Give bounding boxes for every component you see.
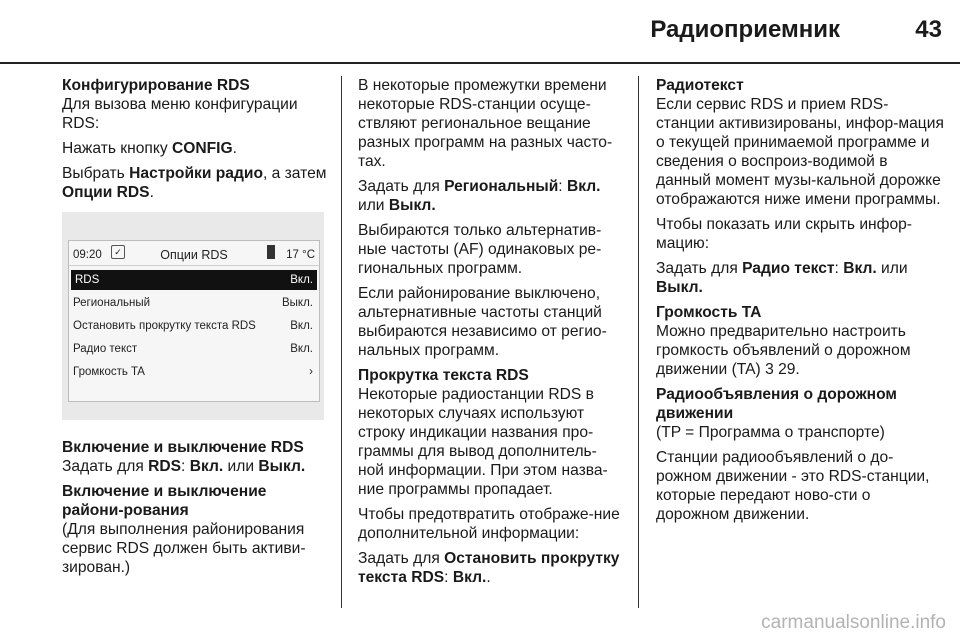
paragraph: Выбираются только альтернатив-ные частоты (AF) одинаковых ре-гиональных программ. [358,222,602,277]
paragraph: Нажать кнопку CONFIG. [62,140,237,157]
screen-clock: 09:20 [73,249,102,261]
paragraph: Для вызова меню конфигурации RDS: [62,96,298,132]
column-2 [358,76,622,593]
check-icon: ✓ [111,245,125,259]
section-heading: Радиотекст [656,77,744,94]
menu-item-radio-text[interactable]: Радио текст Вкл. [73,343,313,355]
menu-item-ta-volume[interactable]: Громкость TA › [69,361,319,384]
paragraph: Можно предварительно настроить громкость объявлений о дорожном движении (TA) 3 29. [656,323,911,378]
paragraph: Чтобы показать или скрыть инфор-мацию: [656,216,913,252]
chevron-right-icon: › [309,366,313,378]
column-divider [638,76,639,608]
menu-item-regional[interactable]: Региональный Выкл. [73,297,313,309]
screen-title: Опции RDS [160,248,228,262]
column-divider [341,76,342,608]
section-heading: Конфигурирование RDS [62,77,250,94]
paragraph: Станции радиообъявлений о до-рожном движении - это RDS-станции, которые передают ново-сти о дорожном движении. [656,449,930,523]
column-1 [62,76,330,583]
menu-item-rds[interactable]: RDS Вкл. [71,270,317,290]
section-heading: Прокрутка текста RDS [358,367,529,384]
paragraph: Задать для Региональный: Вкл. или Выкл. [358,178,601,214]
screen-temperature: 17 °C [286,249,315,261]
paragraph: Чтобы предотвратить отображе-ние дополнительной информации: [358,506,620,542]
page-number: 43 [915,16,942,43]
paragraph: Если сервис RDS и прием RDS-станции активизированы, инфор-мация о текущей принимаемой программе и сведения о воспроиз-водимой в данный момент музы-кальной дорожке отображаются ниже имени программы. [656,96,944,208]
paragraph: (TP = Программа о транспорте) [656,424,885,441]
menu-item-stop-scroll[interactable]: Остановить прокрутку текста RDS Вкл. [73,320,313,332]
section-heading: Включение и выключение райони-рования [62,483,267,519]
screen-status-bar [69,241,319,266]
paragraph: Если районирование выключено, альтернативные частоты станций выбираются независимо от регио-нальных программ. [358,285,607,359]
column-3 [656,76,946,530]
paragraph: Задать для Радио текст: Вкл. или Выкл. [656,260,908,296]
paragraph: Задать для RDS: Вкл. или Выкл. [62,458,306,475]
watermark: carmanualsonline.info [761,612,946,633]
paragraph: Задать для Остановить прокрутку текста RDS: Вкл.. [358,550,620,586]
display-screenshot [62,212,324,420]
page-title: Радиоприемник [650,16,840,43]
paragraph: (Для выполнения районирования сервис RDS должен быть активи-зирован.) [62,521,306,576]
paragraph: Некоторые радиостанции RDS в некоторых случаях используют строку индикации названия про-граммы для вывод дополнитель-ной информации. При этом назва-ние программы пропадает. [358,386,608,498]
page-ref-arrow-icon: 3 [765,361,774,378]
battery-icon [267,245,275,259]
section-heading: Громкость TA [656,304,762,321]
section-heading: Включение и выключение RDS [62,439,304,456]
rds-options-screen [68,240,320,402]
header-rule [0,62,960,64]
paragraph: Выбрать Настройки радио, а затем Опции RDS. [62,165,327,201]
paragraph: В некоторые промежутки времени некоторые RDS-станции осуще-ствляют региональное вещание разных программ на разных часто-тах. [358,77,613,170]
section-heading: Радиообъявления о дорожном движении [656,386,897,422]
